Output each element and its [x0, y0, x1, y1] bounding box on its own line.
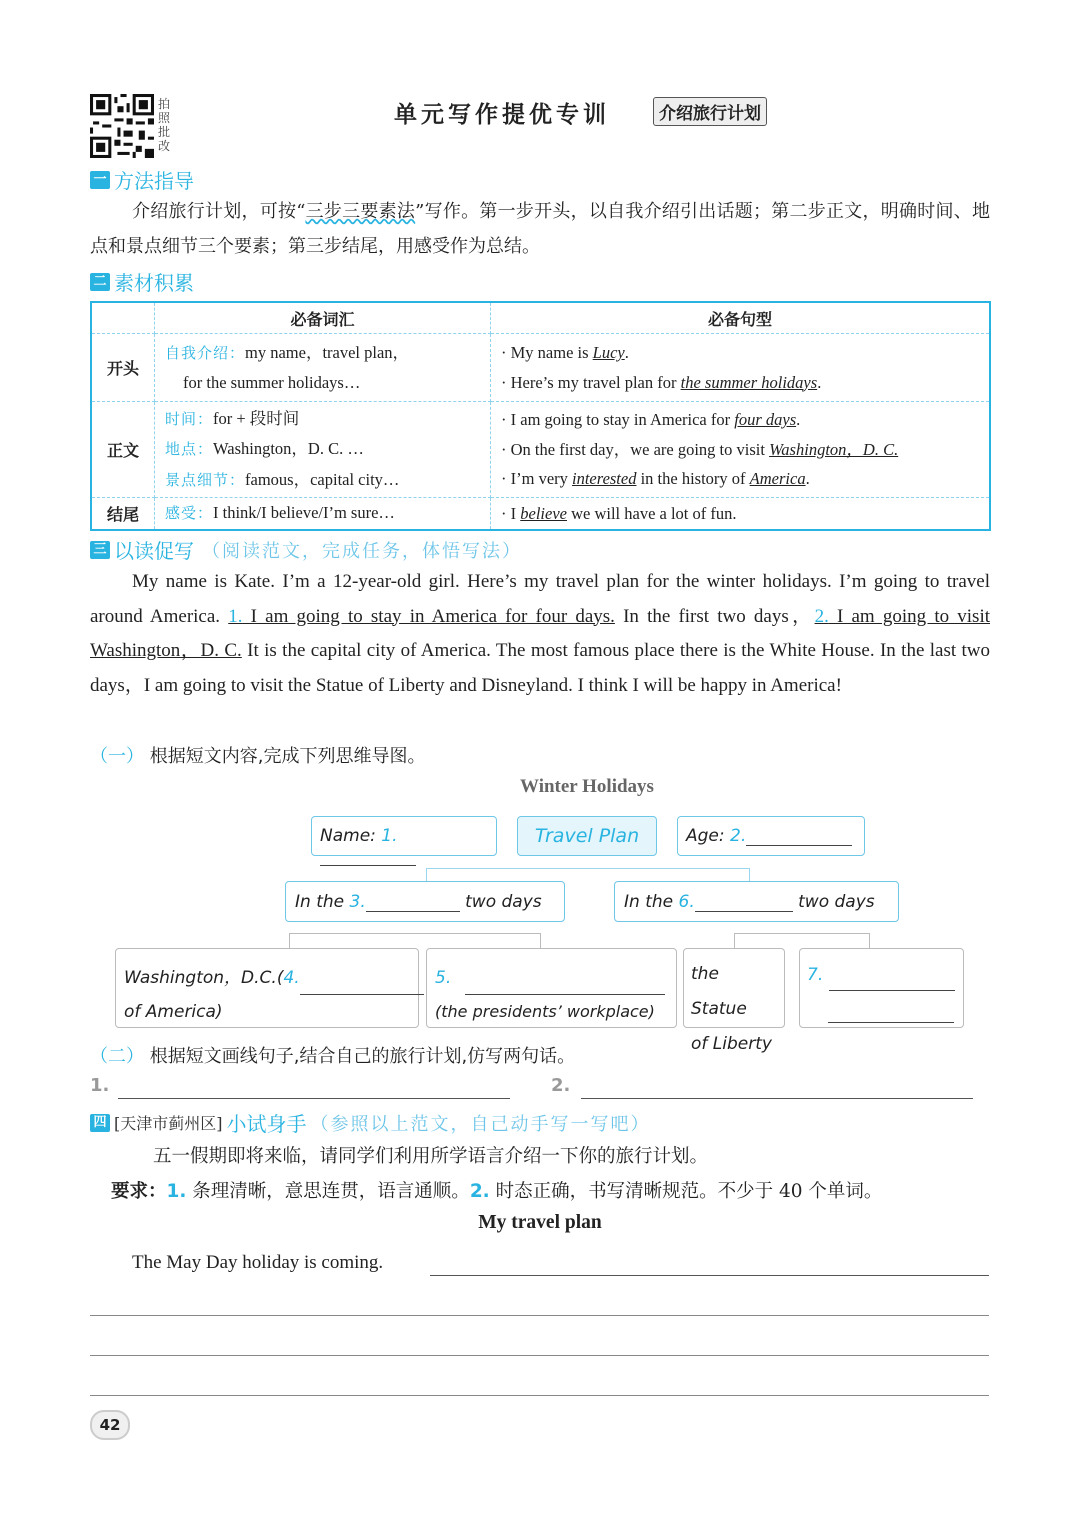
sentence-number: 2.	[814, 605, 829, 627]
essay-start: The May Day holiday is coming.	[132, 1252, 384, 1273]
sentence-text: · My name is	[501, 343, 593, 362]
material-table	[90, 301, 991, 531]
blank-number-7: 7.	[807, 965, 824, 985]
blank-7b[interactable]	[828, 1004, 954, 1023]
sentence-text: · I am going to stay in America for	[501, 410, 735, 430]
task-text: 根据短文画线句子,结合自己的旅行计划,仿写两句话。	[149, 1046, 576, 1067]
sentence-text: · Here’s my travel plan for	[501, 372, 681, 392]
page-title: 单元写作提优专训	[394, 102, 610, 128]
underlined-sentence-1	[228, 606, 615, 627]
answer-2-line[interactable]	[581, 1098, 973, 1099]
seventh-box	[799, 948, 964, 1028]
sentence-text: we will have a lot of fun.	[566, 503, 737, 523]
sentence-text: .	[796, 410, 801, 430]
section-title: 以读促写	[114, 539, 194, 563]
vocab-key: 景点细节：	[165, 470, 246, 489]
white-house-box	[426, 948, 677, 1028]
blank-1[interactable]	[320, 847, 416, 866]
section-number: 一	[90, 171, 110, 189]
sentence-underline: four days	[734, 410, 797, 430]
writing-line[interactable]	[430, 1275, 989, 1276]
task-number: （一）	[90, 746, 144, 767]
vocab-text: I think/I believe/I’m sure…	[213, 503, 395, 522]
blank-6[interactable]	[695, 893, 793, 912]
center-box: Travel Plan	[517, 816, 657, 856]
white-house-note: (the presidents’ workplace)	[435, 1002, 655, 1021]
section-number: 二	[90, 273, 110, 291]
passage-text: In the first two days，	[614, 605, 815, 627]
sentence-text: · On the first day，we are going to visit	[501, 439, 770, 459]
section-title: 素材积累	[114, 271, 194, 295]
section-title: 小试身手	[226, 1112, 307, 1136]
sentence-underline: interested	[572, 469, 637, 489]
washington-box	[115, 948, 419, 1028]
qr-label: 拍照批改	[158, 97, 171, 153]
title-tag: 介绍旅行计划	[653, 97, 767, 126]
requirement-number: 1.	[166, 1181, 187, 1202]
vocab-text: my name，travel plan，	[245, 342, 410, 362]
reading-passage	[90, 565, 990, 703]
vocab-key: 地点：	[165, 440, 214, 459]
first-days-pre: In the	[295, 892, 345, 912]
last-days-pre: In the	[624, 892, 674, 912]
essay-title: My travel plan	[478, 1212, 602, 1233]
col-sentence-header: 必备句型	[491, 302, 991, 334]
age-box	[677, 816, 865, 856]
blank-number-1: 1.	[381, 826, 398, 846]
task-2	[90, 1042, 575, 1068]
row-label: 正文	[91, 402, 155, 498]
sentence-text: .	[624, 343, 629, 362]
section-method-heading	[90, 165, 194, 194]
name-label: Name:	[320, 826, 376, 846]
practice-prompt: 五一假期即将来临，请同学们利用所学语言介绍一下你的旅行计划。	[153, 1146, 709, 1167]
passage-text: My name is Kate. I’m a 12-year-old girl. Here’s my travel plan for the winter holidays. I’m going to travel around America.	[90, 571, 990, 627]
vocab-cell	[155, 402, 491, 498]
blank-7a[interactable]	[829, 972, 955, 991]
blank-4[interactable]	[300, 976, 424, 995]
task-text: 根据短文内容,完成下列思维导图。	[149, 746, 426, 767]
washington-text-2: of America)	[124, 1002, 223, 1022]
source-label: [天津市蓟州区]	[114, 1114, 223, 1133]
statue-text-1: the Statue	[691, 964, 747, 1019]
section-practice-heading	[90, 1108, 651, 1137]
blank-5[interactable]	[465, 976, 665, 995]
washington-text: Washington，D.C.(	[124, 968, 284, 988]
col-vocab-header: 必备词汇	[155, 302, 491, 334]
method-text-2: ”写作。第一步开头，以自我介绍引出话题；第二步正文，明确时间、地点和景点细节三个要素；第三步结尾，用感受作为总结。	[90, 201, 991, 257]
sentence-underline: Lucy	[592, 343, 625, 362]
sentence-text: · I’m very	[501, 469, 573, 489]
section-material-heading	[90, 267, 194, 296]
vocab-text: famous，capital city…	[245, 469, 400, 489]
blank-3[interactable]	[366, 893, 460, 912]
section-number: 三	[90, 541, 110, 559]
sentence-cell	[491, 402, 991, 498]
age-label: Age:	[686, 826, 725, 846]
connector-top	[426, 868, 750, 882]
sentence-text: .	[817, 372, 822, 392]
vocab-text: for the summer holidays…	[183, 373, 361, 392]
section-subtitle: （阅读范文，完成任务，体悟写法）	[202, 540, 522, 562]
row-label: 结尾	[91, 498, 155, 530]
vocab-cell	[155, 334, 491, 402]
section-subtitle: （参照以上范文，自己动手写一写吧）	[310, 1113, 651, 1135]
passage-text: It is the capital city of America. The most famous place there is the White House. In the last two days，I am going to visit the Statue of Liberty and Disneyland. I think I will be happy in America!	[90, 640, 990, 696]
qr-code[interactable]	[90, 94, 154, 158]
first-days-box	[285, 881, 565, 922]
sentence-underline: believe	[520, 503, 567, 523]
blank-number-2: 2.	[730, 826, 747, 846]
connector-left	[289, 933, 541, 948]
vocab-cell	[155, 498, 491, 530]
statue-text-2: of Liberty	[691, 1034, 772, 1054]
connector-right	[734, 933, 870, 948]
blank-number-3: 3.	[349, 892, 366, 912]
sentence-underline: America	[749, 469, 806, 489]
writing-line[interactable]	[90, 1395, 989, 1396]
first-days-post: two days	[465, 892, 542, 912]
sentence-text: I am going to visit Washington，D. C.	[90, 605, 991, 661]
vocab-key: 自我介绍：	[165, 343, 246, 362]
blank-number-5: 5.	[435, 968, 452, 988]
statue-box	[683, 948, 785, 1054]
requirement-number: 2.	[469, 1181, 490, 1202]
writing-line[interactable]	[90, 1355, 989, 1356]
last-days-post: two days	[798, 892, 875, 912]
sentence-underline: Washington，D. C.	[769, 439, 899, 459]
vocab-key: 感受：	[165, 504, 214, 522]
method-paragraph	[90, 194, 990, 264]
vocab-text: for + 段时间	[213, 408, 300, 428]
sentence-underline: the summer holidays	[680, 372, 818, 392]
blank-2[interactable]	[746, 827, 852, 846]
section-number: 四	[90, 1114, 110, 1132]
vocab-text: Washington，D. C. …	[213, 439, 364, 459]
requirements-label: 要求：	[111, 1181, 167, 1202]
blank-number-4: 4.	[283, 968, 300, 988]
vocab-key: 时间：	[165, 409, 214, 428]
practice-requirements	[111, 1177, 882, 1203]
sentence-text: .	[805, 469, 810, 489]
section-title: 方法指导	[114, 169, 194, 193]
method-emphasis: 三步三要素法	[305, 201, 416, 222]
answer-2-number: 2.	[551, 1075, 571, 1096]
mind-map-title: Winter Holidays	[520, 776, 654, 797]
name-box	[311, 816, 497, 856]
table-corner	[91, 302, 155, 334]
writing-line[interactable]	[90, 1315, 989, 1316]
sentence-number: 1.	[228, 605, 243, 627]
requirement-text: 时态正确，书写清晰规范。不少于 40 个单词。	[489, 1181, 883, 1202]
sentence-cell	[491, 498, 991, 530]
answer-1-number: 1.	[90, 1075, 110, 1096]
last-days-box	[614, 881, 899, 922]
sentence-text: · I	[501, 503, 521, 523]
requirement-text: 条理清晰，意思连贯，语言通顺。	[186, 1181, 470, 1202]
task-number: （二）	[90, 1046, 144, 1067]
sentence-cell	[491, 334, 991, 402]
section-reading-heading	[90, 535, 522, 564]
answer-1-line[interactable]	[118, 1098, 510, 1099]
method-text-1: 介绍旅行计划，可按“	[132, 201, 306, 222]
sentence-text: in the history of	[636, 469, 750, 489]
page-number: 42	[90, 1410, 130, 1440]
task-1	[90, 742, 425, 768]
row-label: 开头	[91, 334, 155, 402]
blank-number-6: 6.	[678, 892, 695, 912]
sentence-text: I am going to stay in America for four days.	[242, 605, 615, 627]
